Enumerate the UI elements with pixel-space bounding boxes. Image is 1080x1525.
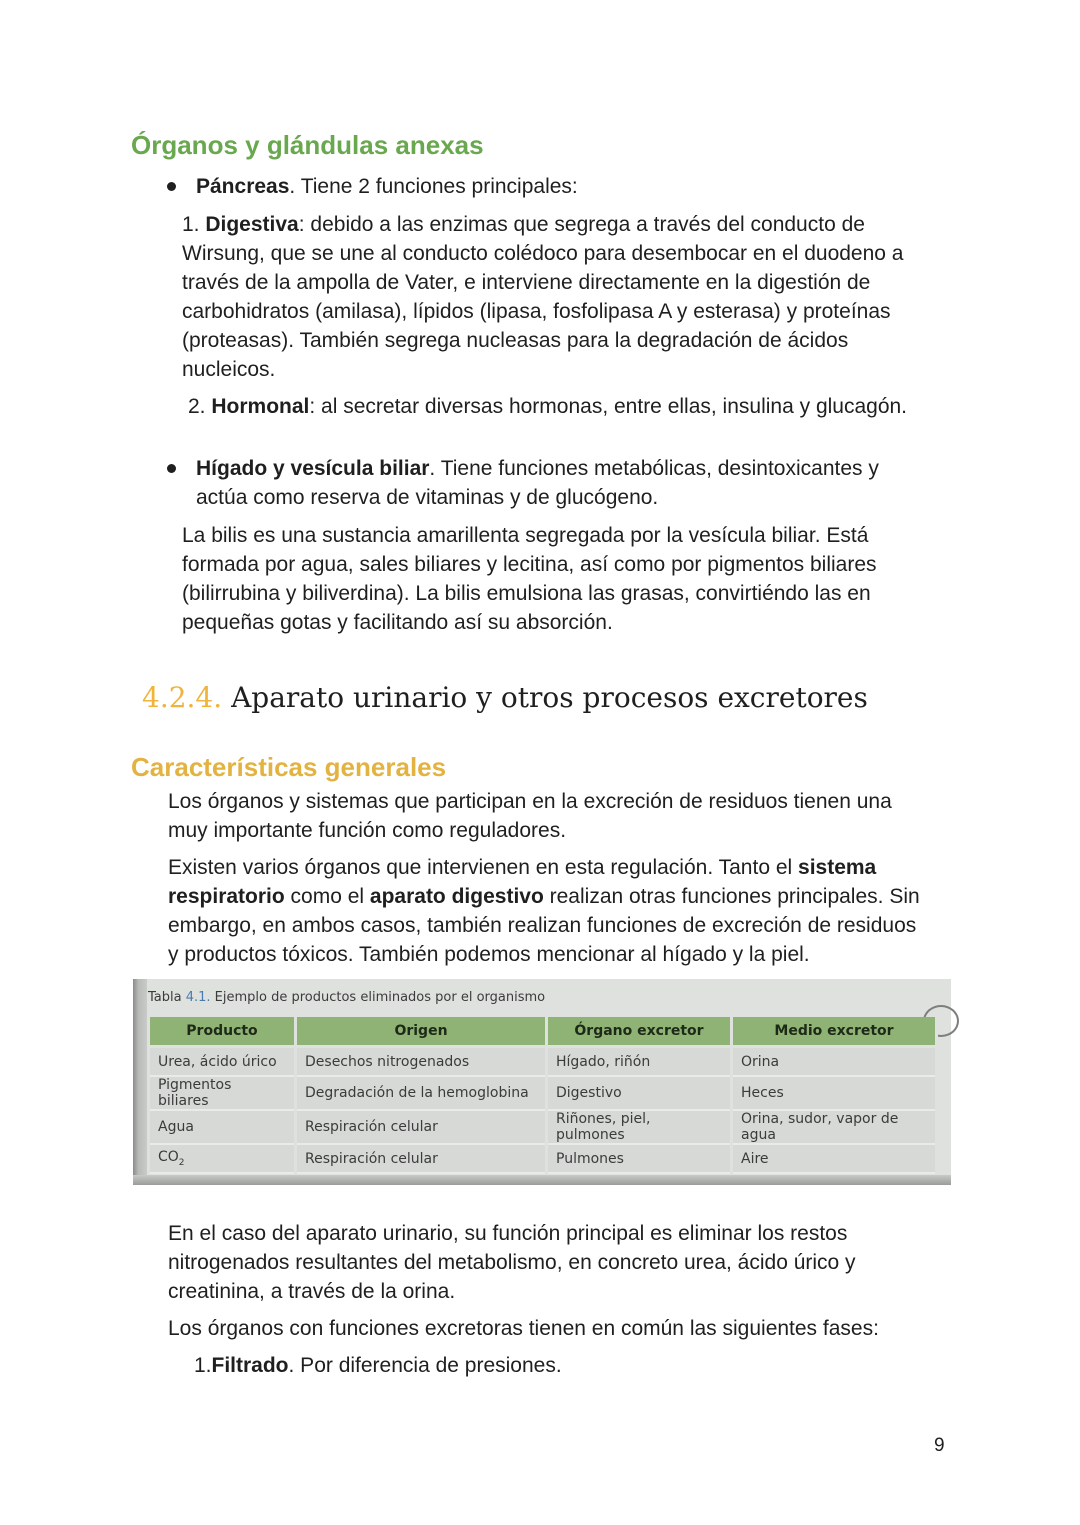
table-cell: Heces <box>732 1076 937 1110</box>
caption-text: Ejemplo de productos eliminados por el organismo <box>210 990 546 1005</box>
column-header: Producto <box>150 1017 296 1047</box>
bilis-line: (bilirrubina y biliverdina). La bilis emulsiona las grasas, convirtiéndo las en <box>182 582 871 605</box>
paragraph-line: En el caso del aparato urinario, su función principal es eliminar los restos <box>168 1222 848 1245</box>
caption-prefix: Tabla <box>148 990 186 1005</box>
pancreas-digestiva <box>182 210 972 384</box>
section-title <box>142 681 868 714</box>
digestiva-text: (proteasas). También segrega nucleasas para la degradación de ácidos <box>182 329 849 352</box>
paragraph-line: muy importante función como reguladores. <box>168 819 567 842</box>
column-header: Órgano excretor <box>547 1017 732 1047</box>
phase-num: 1. <box>194 1354 212 1377</box>
paragraph-line: y productos tóxicos. También podemos mencionar al hígado y la piel. <box>168 943 810 966</box>
digestiva-text: carbohidratos (amilasa), lípidos (lipasa, fosfolipasa A y esterasa) y proteínas <box>182 300 891 323</box>
phase-title: Filtrado <box>211 1354 289 1377</box>
heading-caracteristicas: Características generales <box>131 752 447 782</box>
table-cell: Agua <box>150 1110 296 1144</box>
phase-text: . Por diferencia de presiones. <box>288 1354 562 1377</box>
table-cell: Desechos nitrogenados <box>296 1047 547 1077</box>
hormonal-text: : al secretar diversas hormonas, entre ellas, insulina y glucagón. <box>309 395 908 418</box>
paragraph-line: como el <box>284 885 370 908</box>
pancreas-hormonal <box>188 392 907 421</box>
table-cell: Pulmones <box>547 1144 732 1173</box>
pancreas-line <box>196 172 578 201</box>
table-header-row <box>150 1017 937 1047</box>
paragraph-line: creatinina, a través de la orina. <box>168 1280 456 1303</box>
section-number: 4.2.4. <box>142 681 223 714</box>
hormonal-title: Hormonal <box>211 395 310 418</box>
page-number: 9 <box>934 1435 945 1456</box>
table-cell: Orina <box>732 1047 937 1077</box>
phase-1 <box>194 1351 562 1380</box>
excretion-table <box>150 1017 938 1174</box>
table-cell: Degradación de la hemoglobina <box>296 1076 547 1110</box>
caption-number: 4.1. <box>185 990 211 1005</box>
table-cell: Riñones, piel, pulmones <box>547 1110 732 1144</box>
heading-organos: Órganos y glándulas anexas <box>131 130 484 160</box>
paragraph-line: realizan otras funciones principales. Sin <box>543 885 920 908</box>
photo-bottom-shadow <box>133 1175 951 1185</box>
table-cell: Hígado, riñón <box>547 1047 732 1077</box>
paragraph-line: Existen varios órganos que intervienen en esta regulación. Tanto el <box>168 856 799 879</box>
table-cell: Respiración celular <box>296 1110 547 1144</box>
table-caption <box>148 990 545 1005</box>
paragraph-1 <box>168 787 968 845</box>
table-cell: Orina, sudor, vapor de agua <box>732 1110 937 1144</box>
bilis-line: La bilis es una sustancia amarillenta segregada por la vesícula biliar. Está <box>182 524 869 547</box>
bullet-dot <box>167 464 176 473</box>
column-header: Medio excretor <box>732 1017 937 1047</box>
paragraph-line: embargo, en ambos casos, también realizan funciones de excreción de residuos <box>168 914 917 937</box>
co2-text: CO <box>158 1149 179 1166</box>
table-photo <box>133 979 951 1185</box>
pancreas-intro: . Tiene 2 funciones principales: <box>289 175 578 198</box>
table-cell: Digestivo <box>547 1076 732 1110</box>
digestiva-title: Digestiva <box>205 213 299 236</box>
bilis-paragraph <box>182 521 972 637</box>
bilis-line: formada por agua, sales biliares y lecitina, así como por pigmentos biliares <box>182 553 877 576</box>
digestiva-text: través de la ampolla de Vater, e interviene directamente en la digestión de <box>182 271 871 294</box>
paragraph-3 <box>168 1219 968 1306</box>
higado-desc: actúa como reserva de vitaminas y de glucógeno. <box>196 486 659 509</box>
higado-text <box>196 454 879 512</box>
table-row <box>150 1110 937 1144</box>
bold-term: respiratorio <box>168 885 285 908</box>
digestiva-text: Wirsung, que se une al conducto colédoco para desembocar en el duodeno a <box>182 242 904 265</box>
paragraph-4: Los órganos con funciones excretoras tienen en común las siguientes fases: <box>168 1317 879 1340</box>
photo-edge-shadow <box>133 979 147 1185</box>
digestiva-text: : debido a las enzimas que segrega a través del conducto de <box>298 213 865 236</box>
table-row <box>150 1047 937 1077</box>
paragraph-line: Los órganos y sistemas que participan en la excreción de residuos tienen una <box>168 790 892 813</box>
column-header: Origen <box>296 1017 547 1047</box>
paragraph-2 <box>168 853 968 969</box>
pancreas-title: Páncreas <box>196 175 290 198</box>
table-row <box>150 1076 937 1110</box>
table-cell: Aire <box>732 1144 937 1173</box>
paragraph-line: nitrogenados resultantes del metabolismo, en concreto urea, ácido úrico y <box>168 1251 856 1274</box>
hormonal-num: 2. <box>188 395 212 418</box>
bullet-dot <box>167 182 176 191</box>
table-cell: Urea, ácido úrico <box>150 1047 296 1077</box>
table-row <box>150 1144 937 1173</box>
higado-title: Hígado y vesícula biliar <box>196 457 430 480</box>
co2-subscript: 2 <box>178 1157 185 1168</box>
digestiva-num: 1. <box>182 213 206 236</box>
digestiva-text: nucleicos. <box>182 358 276 381</box>
section-title-text: Aparato urinario y otros procesos excretores <box>231 681 868 714</box>
table-cell: Pigmentos biliares <box>150 1076 296 1110</box>
bold-term: sistema <box>798 856 877 879</box>
bold-term: aparato digestivo <box>369 885 544 908</box>
table-cell <box>150 1144 296 1173</box>
bilis-line: pequeñas gotas y facilitando así su absorción. <box>182 611 613 634</box>
table-cell: Respiración celular <box>296 1144 547 1173</box>
higado-desc: . Tiene funciones metabólicas, desintoxicantes y <box>429 457 879 480</box>
